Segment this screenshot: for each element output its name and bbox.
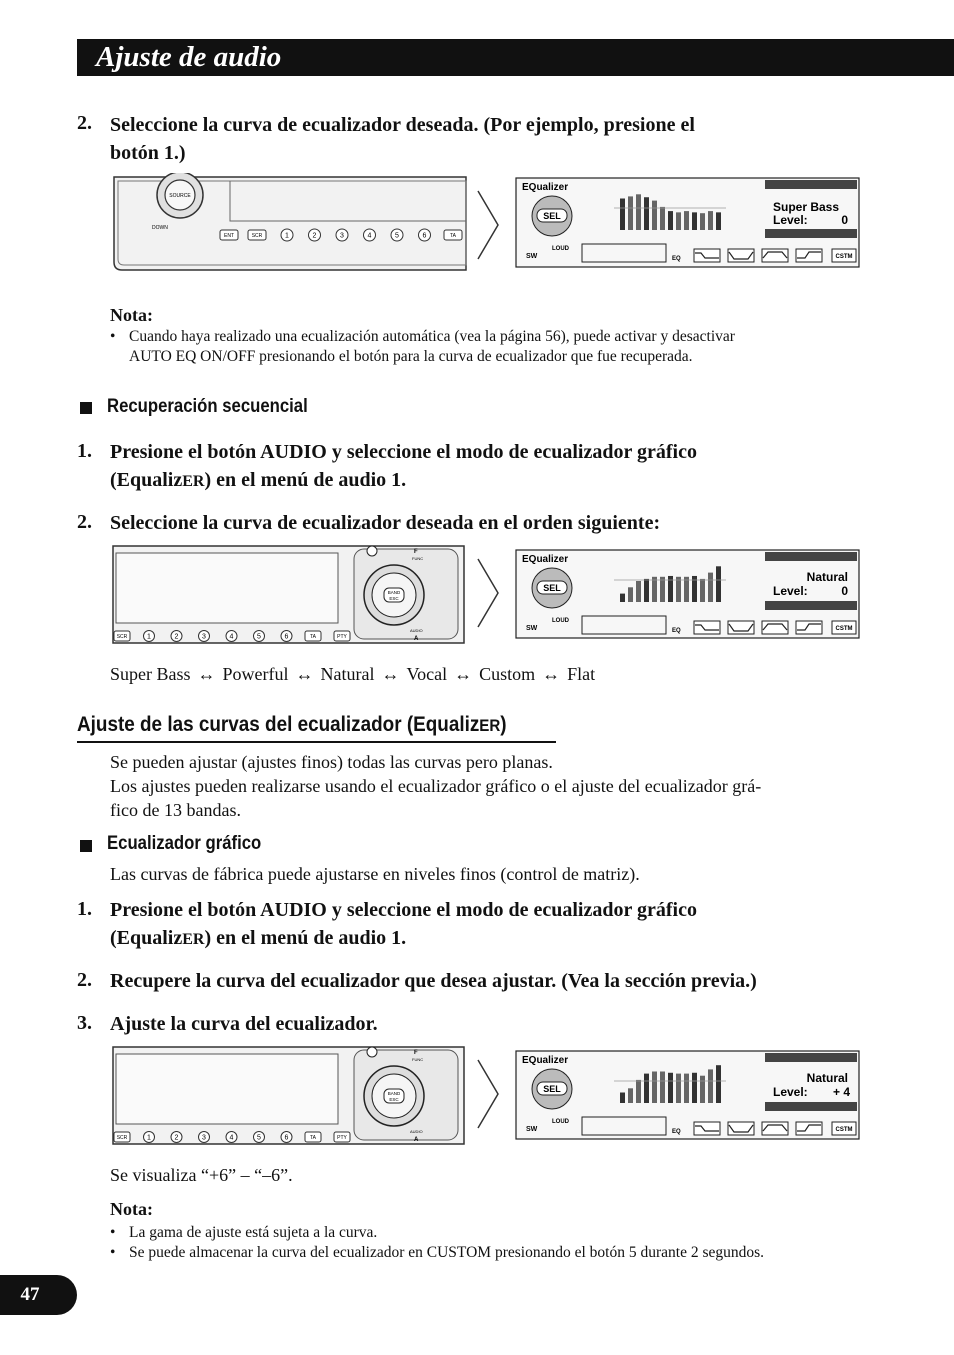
scr-button: SCR [116, 634, 128, 640]
eq-band-bar [708, 573, 713, 602]
visualiza-text: Se visualiza “+6” – “–6”. [110, 1165, 293, 1185]
nota-bullet-text [129, 327, 735, 367]
preset-button-label: 3 [340, 232, 344, 240]
subheading-text: Las curvas de fábrica puede ajustarse en niveles finos (control de matriz). [110, 864, 640, 884]
preset-button-label: 4 [229, 1134, 234, 1142]
scr-button: SCR [116, 1135, 128, 1141]
curve-preset-icon [796, 249, 822, 262]
curve-preset-icon [762, 249, 788, 262]
nota-line: AUTO EQ ON/OFF presionando el botón para la curva de ecualizador que fue recuperada. [129, 348, 693, 365]
pty-button: PTY [337, 634, 347, 640]
ta-button: TA [449, 233, 457, 239]
level-label: Level: [773, 1085, 808, 1099]
cstm-label: CSTM [835, 254, 853, 260]
eq-band-bar [708, 1069, 713, 1103]
eq-display [516, 1051, 859, 1139]
eq-band-bar [644, 579, 649, 602]
eq-band-bar [652, 577, 657, 602]
eq-band-bar [620, 594, 625, 602]
eq-label: EQ [672, 1129, 681, 1135]
eq-band-bar [692, 1073, 697, 1103]
eq-band-bar [644, 1074, 649, 1103]
equalizer-logo: EQualizer [522, 182, 569, 193]
section-square-marker [80, 840, 92, 852]
eq-band-bar [636, 1080, 641, 1103]
chevron-right-icon [478, 1060, 498, 1128]
head-unit-front [114, 173, 466, 270]
curve-preset-icon [762, 621, 788, 634]
decor-stripe [765, 229, 857, 238]
double-arrow-icon: ↔ [197, 664, 216, 684]
func-label: FUNC [412, 1057, 424, 1062]
eq-label: EQ [672, 256, 681, 262]
sel-button: SEL [543, 583, 561, 593]
subheading-ecualizador: Ecualizador gráfico [107, 833, 262, 854]
eq-display [516, 550, 859, 638]
curve-preset-icon [762, 1122, 788, 1135]
decor-stripe [765, 180, 857, 189]
eq-label: EQ [672, 628, 681, 634]
step-text: Seleccione la curva de ecualizador deseada en el orden siguiente: [110, 512, 661, 534]
preset-button-label: 2 [312, 232, 317, 240]
eq-band-bar [676, 577, 681, 602]
eq-band-bar [708, 211, 713, 230]
double-arrow-icon: ↔ [542, 664, 561, 684]
double-arrow-icon: ↔ [295, 664, 314, 684]
band-label: BAND [387, 590, 401, 595]
bullet-marker: • [110, 1224, 116, 1241]
step-number: 2. [77, 969, 92, 991]
step-text: Recupere la curva del ecualizador que desea ajustar. (Vea la sección previa.) [110, 970, 757, 992]
eq-band-bar [684, 211, 689, 230]
level-value: + 4 [832, 1085, 850, 1099]
preset-button-label: 2 [174, 633, 179, 641]
sw-label: SW [526, 253, 538, 260]
preset-button-label: 4 [367, 232, 372, 240]
step-line: (EqualizER) en el menú de audio 1. [110, 927, 407, 949]
nota-bullet-text: La gama de ajuste está sujeta a la curva. [129, 1224, 378, 1241]
preset-button-label: 4 [229, 633, 234, 641]
eq-band-bar [660, 577, 665, 602]
eq-band-bar [700, 213, 705, 230]
sequence-item: Natural [320, 664, 375, 684]
step-number: 2. [77, 511, 92, 533]
f-label: F [414, 1050, 418, 1056]
nota-bullet-text: Se puede almacenar la curva del ecualizador en CUSTOM presionando el botón 5 durante 2 segundos. [129, 1244, 765, 1261]
head-unit-front [113, 546, 464, 643]
preset-button-label: 3 [202, 633, 206, 641]
chevron-right-icon [478, 191, 498, 259]
decor-stripe [765, 1053, 857, 1062]
page-number: 47 [20, 1284, 40, 1305]
step-line: Presione el botón AUDIO y seleccione el modo de ecualizador gráfico [110, 899, 697, 921]
preset-button-label: 6 [284, 633, 289, 641]
eq-band-bar [668, 211, 673, 230]
head-unit-front [113, 1047, 464, 1144]
step-line: Presione el botón AUDIO y seleccione el modo de ecualizador gráfico [110, 441, 697, 463]
preset-button-label: 6 [284, 1134, 289, 1142]
eq-band-bar [628, 196, 633, 230]
level-value: 0 [841, 213, 848, 227]
preset-button-label: 6 [422, 232, 427, 240]
eq-band-bar [628, 587, 633, 602]
step-text [110, 438, 697, 496]
page-title: Ajuste de audio [96, 41, 282, 73]
step-line: Seleccione la curva de ecualizador deseada. (Por ejemplo, presione el [110, 114, 695, 136]
level-label: Level: [773, 213, 808, 227]
decor-stripe [765, 1102, 857, 1111]
curve-preset-icon [796, 621, 822, 634]
level-label: Level: [773, 584, 808, 598]
preset-button-label: 5 [257, 633, 261, 641]
curve-preset-icon [694, 249, 720, 262]
sw-label: SW [526, 1126, 538, 1133]
section-paragraph [110, 750, 761, 822]
curve-name: Super Bass [773, 200, 840, 214]
step-number: 1. [77, 898, 92, 920]
curve-name: Natural [806, 1071, 848, 1085]
band-label: BAND [387, 1091, 401, 1096]
eq-band-bar [684, 577, 689, 602]
eq-band-bar [652, 201, 657, 230]
illustration-2 [112, 545, 872, 645]
sw-label: SW [526, 625, 538, 632]
ent-button: ENT [224, 233, 234, 239]
eq-band-bar [628, 1088, 633, 1103]
eq-band-bar [620, 1093, 625, 1104]
bullet-marker: • [110, 1244, 116, 1261]
preset-button-label: 2 [174, 1134, 179, 1142]
audio-label: AUDIO [410, 628, 423, 633]
preset-button-label: 5 [257, 1134, 261, 1142]
bullet-marker: • [110, 328, 116, 345]
func-label: FUNC [412, 556, 424, 561]
cstm-label: CSTM [835, 626, 853, 632]
step-line: botón 1.) [110, 142, 186, 164]
equalizer-logo: EQualizer [522, 554, 569, 565]
preset-button-label: 1 [147, 633, 151, 641]
loud-label: LOUD [552, 618, 569, 624]
eq-band-bar [660, 207, 665, 230]
eq-band-bar [620, 199, 625, 231]
eq-band-bar [716, 212, 721, 230]
nota-label: Nota: [110, 1199, 153, 1219]
eq-band-bar [636, 194, 641, 230]
section-underline [77, 741, 556, 743]
preset-button-label: 1 [147, 1134, 151, 1142]
preset-button-label: 5 [395, 232, 399, 240]
paragraph-line: fico de 13 bandas. [110, 800, 241, 820]
paragraph-line: Se pueden ajustar (ajustes finos) todas las curvas pero planas. [110, 752, 553, 772]
sel-button: SEL [543, 211, 561, 221]
eq-band-bar [716, 1065, 721, 1103]
audio-label: AUDIO [410, 1129, 423, 1134]
double-arrow-icon: ↔ [381, 664, 400, 684]
eq-band-bar [684, 1074, 689, 1103]
esc-label: ESC [389, 1097, 399, 1102]
source-label: SOURCE [169, 193, 191, 199]
eq-band-bar [652, 1072, 657, 1104]
a-label: A [414, 636, 419, 642]
eq-band-bar [692, 212, 697, 230]
ta-button: TA [309, 634, 317, 640]
illustration-3 [112, 1046, 872, 1146]
eq-band-bar [636, 581, 641, 602]
step-line: (EqualizER) en el menú de audio 1. [110, 469, 407, 491]
sequence-item: Flat [567, 664, 596, 684]
step-text: Ajuste la curva del ecualizador. [110, 1013, 378, 1035]
eq-band-bar [716, 566, 721, 602]
step-number: 3. [77, 1012, 92, 1034]
illustration-1 [110, 173, 870, 273]
down-label: DOWN [152, 225, 168, 231]
preset-button-label: 3 [202, 1134, 206, 1142]
nota-label: Nota: [110, 305, 153, 325]
ta-button: TA [309, 1135, 317, 1141]
cstm-label: CSTM [835, 1127, 853, 1133]
scr-button: SCR [251, 233, 263, 239]
preset-button-label: 1 [285, 232, 289, 240]
sequence-item: Super Bass [110, 664, 191, 684]
decor-stripe [765, 601, 857, 610]
eq-band-bar [700, 1076, 705, 1103]
subheading-recuperacion: Recuperación secuencial [107, 396, 308, 417]
paragraph-line: Los ajustes pueden realizarse usando el ecualizador gráfico o el ajuste del ecualizador grá- [110, 776, 762, 796]
eq-band-bar [700, 579, 705, 602]
a-label: A [414, 1137, 419, 1143]
f-label: F [414, 549, 418, 555]
sequence-item: Vocal [406, 664, 448, 684]
step-number: 2. [77, 112, 92, 134]
curve-name: Natural [806, 570, 848, 584]
curve-sequence [110, 662, 595, 686]
decor-stripe [765, 552, 857, 561]
curve-preset-icon [694, 621, 720, 634]
eq-band-bar [676, 1074, 681, 1103]
step-number: 1. [77, 440, 92, 462]
curve-preset-icon [694, 1122, 720, 1135]
equalizer-logo: EQualizer [522, 1055, 569, 1066]
step-text [110, 111, 695, 167]
sequence-item: Custom [479, 664, 536, 684]
eq-display [516, 178, 859, 267]
esc-label: ESC [389, 596, 399, 601]
curve-preset-icon [796, 1122, 822, 1135]
eq-band-bar [668, 1073, 673, 1103]
loud-label: LOUD [552, 246, 569, 252]
step-text [110, 896, 697, 954]
sequence-item: Powerful [222, 664, 289, 684]
loud-label: LOUD [552, 1119, 569, 1125]
eq-band-bar [676, 212, 681, 230]
section-square-marker [80, 402, 92, 414]
eq-band-bar [660, 1072, 665, 1104]
pty-button: PTY [337, 1135, 347, 1141]
section-title: Ajuste de las curvas del ecualizador (EqualizER) [77, 713, 507, 736]
level-value: 0 [841, 584, 848, 598]
sel-button: SEL [543, 1084, 561, 1094]
chevron-right-icon [478, 559, 498, 627]
nota-line: Cuando haya realizado una ecualización automática (vea la página 56), puede activar y desactivar [129, 328, 735, 345]
double-arrow-icon: ↔ [454, 664, 473, 684]
eq-band-bar [644, 197, 649, 230]
